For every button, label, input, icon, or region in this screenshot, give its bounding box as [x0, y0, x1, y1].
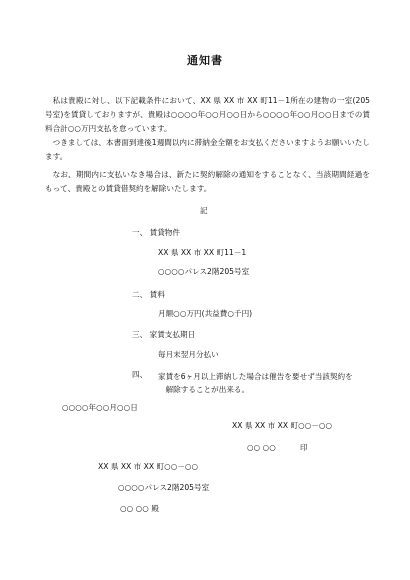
recipient-building: ○○○○パレス2階205号室: [118, 483, 210, 492]
item-1-building: ○○○○パレス2階205号室: [158, 267, 250, 276]
item-4-text: [158, 370, 383, 396]
body-paragraph-3: なお、期間内に支払いなき場合は、新たに契約解除の通知をすることなく、当該期間経過をもって、貴殿との賃貸借契約を解除いたします。: [45, 170, 370, 193]
sender-name: ○○ ○○: [247, 443, 276, 452]
document-title: 通知書: [187, 54, 223, 67]
item-2-rent: 月額○○万円(共益費○千円): [158, 309, 253, 318]
item-4-line-2: 解除することが出来る。: [165, 385, 250, 394]
item-4-line-1: 家賃を6ヶ月以上滞納した場合は催告を要せず当該契約を: [158, 372, 353, 381]
notice-date: ○○○○年○○月○○日: [62, 403, 138, 412]
sender-address: XX 県 XX 市 XX 町○○－○○: [232, 421, 333, 430]
recipient-address: XX 県 XX 市 XX 町○○－○○: [98, 462, 199, 471]
body-paragraph-2: つきましては、本書面到達後1週間以内に滞納金全額をお支払くださいますようお願いいたします。: [45, 138, 370, 161]
sender-seal: 印: [300, 443, 308, 452]
item-4-heading: 四、: [132, 370, 148, 379]
item-3-payment-date: 毎月末翌月分払い: [158, 350, 219, 359]
ki-heading: 記: [200, 206, 208, 215]
item-2-heading: 二、 賃料: [132, 290, 165, 299]
item-1-heading: 一、 賃貸物件: [132, 228, 180, 237]
body-paragraph-1: 私は貴殿に対し、以下記載条件において、XX 県 XX 市 XX 町11－1所在の建物の一室(205号室)を賃貸しておりますが、貴殿は○○○○年○○月○○日から○○○○年○○月○○日までの賃料合計○○万円支払を怠っています。: [45, 96, 370, 133]
recipient-name: ○○ ○○ 殿: [120, 504, 159, 513]
item-1-address: XX 県 XX 市 XX 町11－1: [158, 248, 247, 257]
item-3-heading: 三、 家賃支払期日: [132, 330, 196, 339]
